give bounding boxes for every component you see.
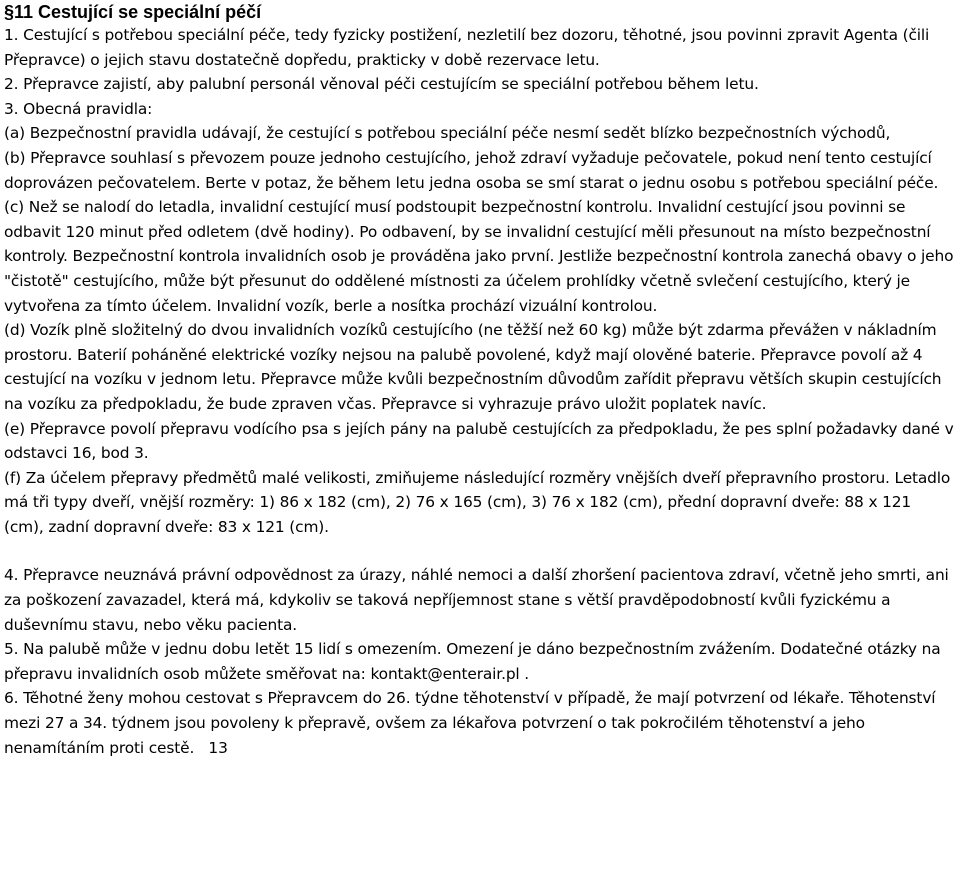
section-heading: §11 Cestující se speciální péčí [4, 2, 262, 22]
document-body [4, 23, 954, 760]
paragraph-3f: (f) Za účelem přepravy předmětů malé velikosti, zmiňujeme následující rozměry vnějších dveří přepravního prostoru. Letadlo má tři typy dveří, vnější rozměry: 1) 86 x 182 (cm), 2) 76 x 165 (cm), 3) 76 x 182 (cm), přední dopravní dveře: 88 x 121 (cm), zadní dopravní dveře: 83 x 121 (cm). [4, 468, 951, 536]
paragraph-5: 5. Na palubě může v jednu dobu letět 15 lidí s omezením. Omezení je dáno bezpečnostním zvážením. Dodatečné otázky na přepravu invalidních osob můžete směřovat na: kontakt@enterair.pl . [4, 640, 941, 683]
paragraph-3b: (b) Přepravce souhlasí s převozem pouze jednoho cestujícího, jehož zdraví vyžaduje pečovatele, pokud není tento cestující doprovázen pečovatelem. Berte v potaz, že během letu jedna osoba se smí starat o jednu osobu s potřebou speciální péče. [4, 148, 939, 192]
paragraph-2: 2. Přepravce zajistí, aby palubní personál věnoval péči cestujícím se speciální potřebou během letu. [4, 75, 759, 94]
paragraph-4: 4. Přepravce neuznává právní odpovědnost za úrazy, náhlé nemoci a další zhoršení pacientova zdraví, včetně jeho smrti, ani za poškození zavazadel, která má, kdykoliv se taková nepříjemnost stane s větší pravděpodobností kvůli fyzickému a duševnímu stavu, nebo věku pacienta. [4, 566, 949, 634]
paragraph-spacer [4, 539, 954, 563]
paragraph-1: 1. Cestující s potřebou speciální péče, tedy fyzicky postižení, nezletilí bez dozoru, těhotné, jsou povinni zpravit Agenta (čili Přepravce) o jejich stavu dostatečně dopředu, prakticky v době rezervace letu. [4, 26, 930, 69]
paragraph-6-text: 6. Těhotné ženy mohou cestovat s Přepravcem do 26. týdne těhotenství v případě, že mají potvrzení od lékaře. Těhotenství mezi 27 a 34. týdnem jsou povoleny k přepravě, ovšem za lékařova potvrzení o tak pokročilém těhotenství a jeho nenamítáním proti cestě. [4, 689, 936, 757]
paragraph-3: 3. Obecná pravidla: [4, 99, 153, 118]
page-number: 13 [208, 738, 228, 757]
paragraph-3d: (d) Vozík plně složitelný do dvou invalidních vozíků cestujícího (ne těžší než 60 kg) může být zdarma převážen v nákladním prostoru. Baterií poháněné elektrické vozíky nejsou na palubě povolené, když mají olověné baterie. Přepravce povolí až 4 cestující na vozíku v jednom letu. Přepravce může kvůli bezpečnostním důvodům zařídit přepravu větších skupin cestujících na vozíku za předpokladu, že bude zpraven včas. Přepravce si vyhrazuje právo uložit poplatek navíc. [4, 321, 942, 413]
paragraph-3c: (c) Než se nalodí do letadla, invalidní cestující musí podstoupit bezpečnostní kontrolu. Invalidní cestující jsou povinni se odbavit 120 minut před odletem (dvě hodiny). Po odbavení, by se invalidní cestující měli přesunout na místo bezpečnostní kontroly. Bezpečnostní kontrola invalidních osob je prováděna jako první. Jestliže bezpečnostní kontrola zanechá obavy o jeho "čistotě" cestujícího, může být přesunut do oddělené místnosti za účelem prohlídky včetně svlečení cestujícího, který je vytvořena za tímto účelem. Invalidní vozík, berle a nosítka prochází vizuální kontrolou. [4, 198, 954, 315]
paragraph-3a: (a) Bezpečnostní pravidla udávají, že cestující s potřebou speciální péče nesmí sedět blízko bezpečnostních východů, [4, 124, 891, 143]
paragraph-6 [4, 686, 954, 760]
paragraph-3e: (e) Přepravce povolí přepravu vodícího psa s jejích pány na palubě cestujících za předpokladu, že pes splní požadavky dané v odstavci 16, bod 3. [4, 419, 954, 463]
document-page [4, 2, 954, 760]
